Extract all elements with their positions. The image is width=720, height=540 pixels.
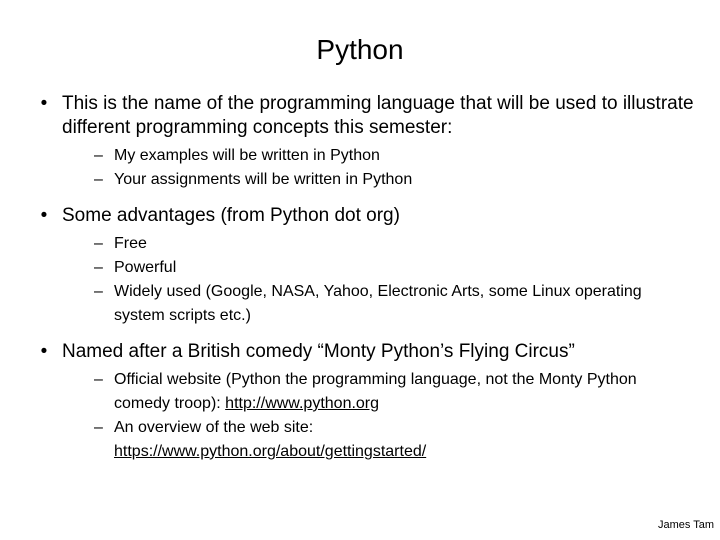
sub-list: [62, 232, 694, 328]
sub-item-overview: [62, 416, 694, 464]
getting-started-link[interactable]: https://www.python.org/about/gettingstarted/: [114, 443, 427, 460]
author-footer: James Tam: [657, 519, 714, 531]
sub-item-text: My examples will be written in Python: [114, 147, 380, 164]
sub-item-text: An overview of the web site:: [114, 419, 314, 436]
sub-item-text: Official website (Python the programming language, not the Monty Python comedy troop):: [114, 371, 637, 412]
python-org-link[interactable]: http://www.python.org: [225, 395, 380, 412]
bullet-text: This is the name of the programming language that will be used to illustrate different programming concepts this semester:: [62, 93, 694, 138]
dash-icon: –: [94, 419, 103, 436]
sub-item-powerful: [62, 256, 694, 280]
bullet-dot-icon: •: [40, 341, 48, 362]
dash-icon: –: [94, 371, 103, 388]
sub-item-text: Widely used (Google, NASA, Yahoo, Electronic Arts, some Linux operating system scripts etc.): [114, 283, 642, 324]
dash-icon: –: [94, 259, 103, 276]
sub-item-text: Free: [114, 235, 147, 252]
dash-icon: –: [94, 171, 103, 188]
bullet-item-language: [34, 92, 694, 192]
sub-item-examples: [62, 144, 694, 168]
dash-icon: –: [94, 147, 103, 164]
bullet-text: Some advantages (from Python dot org): [62, 205, 400, 226]
slide-body: [34, 92, 694, 464]
slide-title: Python: [316, 34, 404, 65]
dash-icon: –: [94, 283, 103, 300]
bullet-dot-icon: •: [40, 205, 48, 226]
bullet-dot-icon: •: [40, 93, 48, 114]
sub-item-text: Powerful: [114, 259, 177, 276]
sub-list: [62, 368, 694, 464]
sub-item-text: Your assignments will be written in Python: [114, 171, 413, 188]
dash-icon: –: [94, 235, 103, 252]
bullet-item-advantages: [34, 204, 694, 328]
sub-item-official-website: [62, 368, 694, 416]
sub-item-free: [62, 232, 694, 256]
bullet-item-named-after: [34, 340, 694, 464]
bullet-text: Named after a British comedy “Monty Python’s Flying Circus”: [62, 341, 575, 362]
sub-list: [62, 144, 694, 192]
sub-item-widely-used: [62, 280, 694, 328]
sub-item-assignments: [62, 168, 694, 192]
